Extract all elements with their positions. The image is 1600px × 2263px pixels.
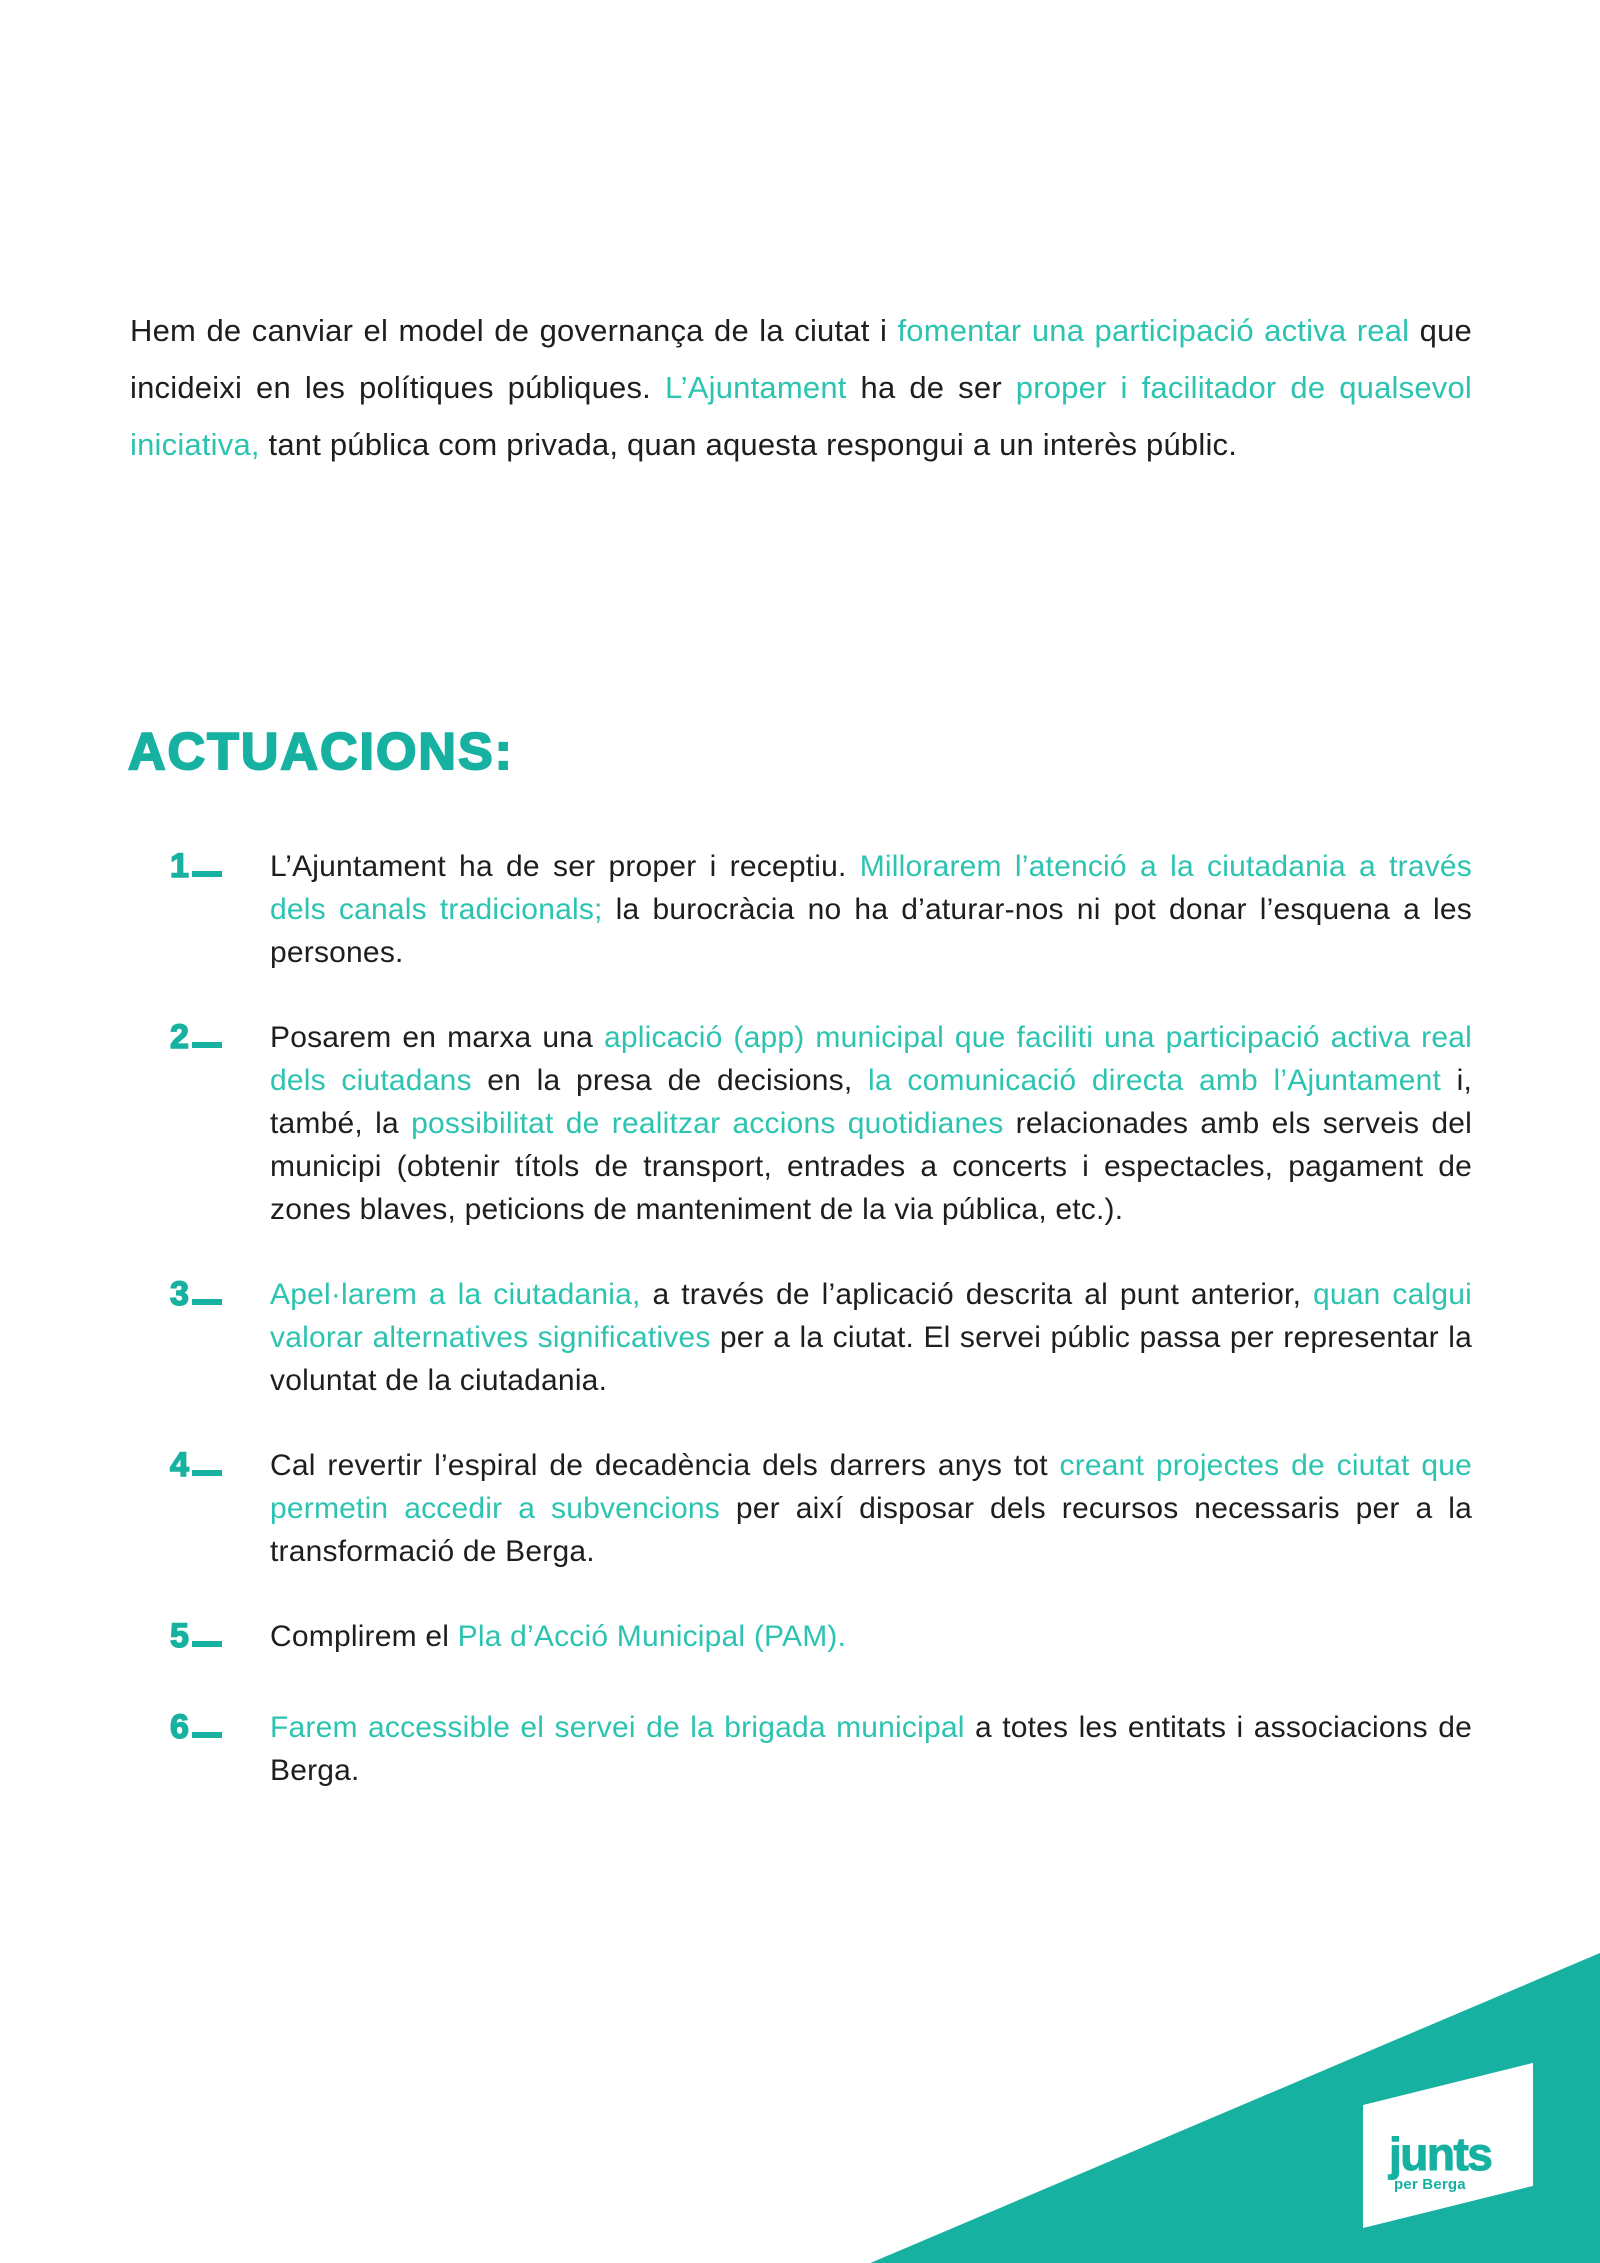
item-text — [270, 1016, 1472, 1231]
item-marker — [130, 1273, 270, 1322]
item-text — [270, 1706, 1472, 1792]
highlighted-text: Millorarem l’atenció a la ciutadania a través dels canals tradicionals; — [270, 850, 1472, 926]
plain-text: Hem de canviar el model de governança de la ciutat i — [130, 313, 898, 348]
plain-text: a través de l’aplicació descrita al punt anterior, — [640, 1278, 1313, 1311]
intro-paragraph — [130, 302, 1472, 473]
action-item — [130, 1706, 1472, 1792]
highlighted-text: L’Ajuntament — [664, 370, 847, 405]
highlighted-text: creant projectes de ciutat que permetin accedir a subvencions — [270, 1449, 1472, 1525]
item-text — [270, 1444, 1472, 1573]
item-marker — [130, 1444, 270, 1493]
plain-text: relacionades amb els serveis del municipi (obtenir títols de transport, entrades a concerts i espectacles, pagament de zones blaves, peticions de manteniment de la via pública, etc.). — [270, 1107, 1473, 1226]
plain-text: a totes les entitats i associacions de Berga. — [270, 1711, 1472, 1787]
highlighted-text: Pla d’Acció Municipal (PAM). — [457, 1620, 847, 1653]
highlighted-text: proper i facilitador de qualsevol iniciativa, — [130, 370, 1472, 462]
item-number: 5 — [170, 1617, 189, 1655]
action-item — [130, 1444, 1472, 1573]
plain-text: i, també, la — [270, 1064, 1473, 1140]
item-number-underscore — [192, 1732, 222, 1738]
plain-text: Posarem en marxa una — [270, 1021, 604, 1054]
item-text — [270, 1615, 1472, 1658]
item-text — [270, 845, 1472, 974]
plain-text: ha de ser — [846, 370, 1016, 405]
plain-text: la burocràcia no ha d’aturar-nos ni pot donar l’esquena a les persones. — [270, 893, 1472, 969]
plain-text: L’Ajuntament ha de ser proper i receptiu. — [270, 850, 860, 883]
plain-text: Cal revertir l’espiral de decadència dels darrers anys tot — [270, 1449, 1060, 1482]
highlighted-text: possibilitat de realitzar accions quotidianes — [411, 1107, 1004, 1140]
logo-wordmark: junts — [1389, 2128, 1492, 2180]
item-number-underscore — [192, 871, 222, 877]
plain-text: que incideixi en les polítiques públiques. — [130, 313, 1473, 405]
item-number: 2 — [170, 1018, 189, 1056]
highlighted-text: Apel·larem a la ciutadania, — [270, 1278, 641, 1311]
item-number-underscore — [192, 1299, 222, 1305]
item-number-underscore — [192, 1641, 222, 1647]
item-marker — [130, 1706, 270, 1755]
actions-list — [130, 845, 1472, 1792]
action-item — [130, 1273, 1472, 1402]
action-item — [130, 1016, 1472, 1231]
logo-tagline: per Berga — [1394, 2176, 1466, 2193]
junts-logo-inner — [1363, 2105, 1533, 2193]
plain-text: Complirem el — [270, 1620, 458, 1653]
highlighted-text: Farem accessible el servei de la brigada municipal — [270, 1711, 965, 1744]
item-marker — [130, 1016, 270, 1065]
action-item — [130, 845, 1472, 974]
plain-text: tant pública com privada, quan aquesta respongui a un interès públic. — [259, 427, 1238, 462]
highlighted-text: quan calgui valorar alternatives significatives — [270, 1278, 1472, 1354]
plain-text: per així disposar dels recursos necessaris per a la transformació de Berga. — [270, 1492, 1473, 1568]
item-number: 1 — [170, 847, 189, 885]
highlighted-text: aplicació (app) municipal que faciliti una participació activa real dels ciutadans — [270, 1021, 1472, 1097]
item-number: 3 — [170, 1275, 189, 1313]
highlighted-text: la comunicació directa amb l’Ajuntament — [868, 1064, 1441, 1097]
item-text — [270, 1273, 1472, 1402]
item-marker — [130, 845, 270, 894]
highlighted-text: fomentar una participació activa real — [897, 313, 1410, 348]
item-marker — [130, 1615, 270, 1664]
plain-text: en la presa de decisions, — [471, 1064, 869, 1097]
section-heading: ACTUACIONS: — [128, 723, 514, 781]
plain-text: per a la ciutat. El servei públic passa per representar la voluntat de la ciutadania. — [270, 1321, 1472, 1397]
action-item — [130, 1615, 1472, 1664]
item-number-underscore — [192, 1470, 222, 1476]
item-number: 4 — [170, 1446, 189, 1484]
item-number-underscore — [192, 1042, 222, 1048]
item-number: 6 — [170, 1708, 189, 1746]
